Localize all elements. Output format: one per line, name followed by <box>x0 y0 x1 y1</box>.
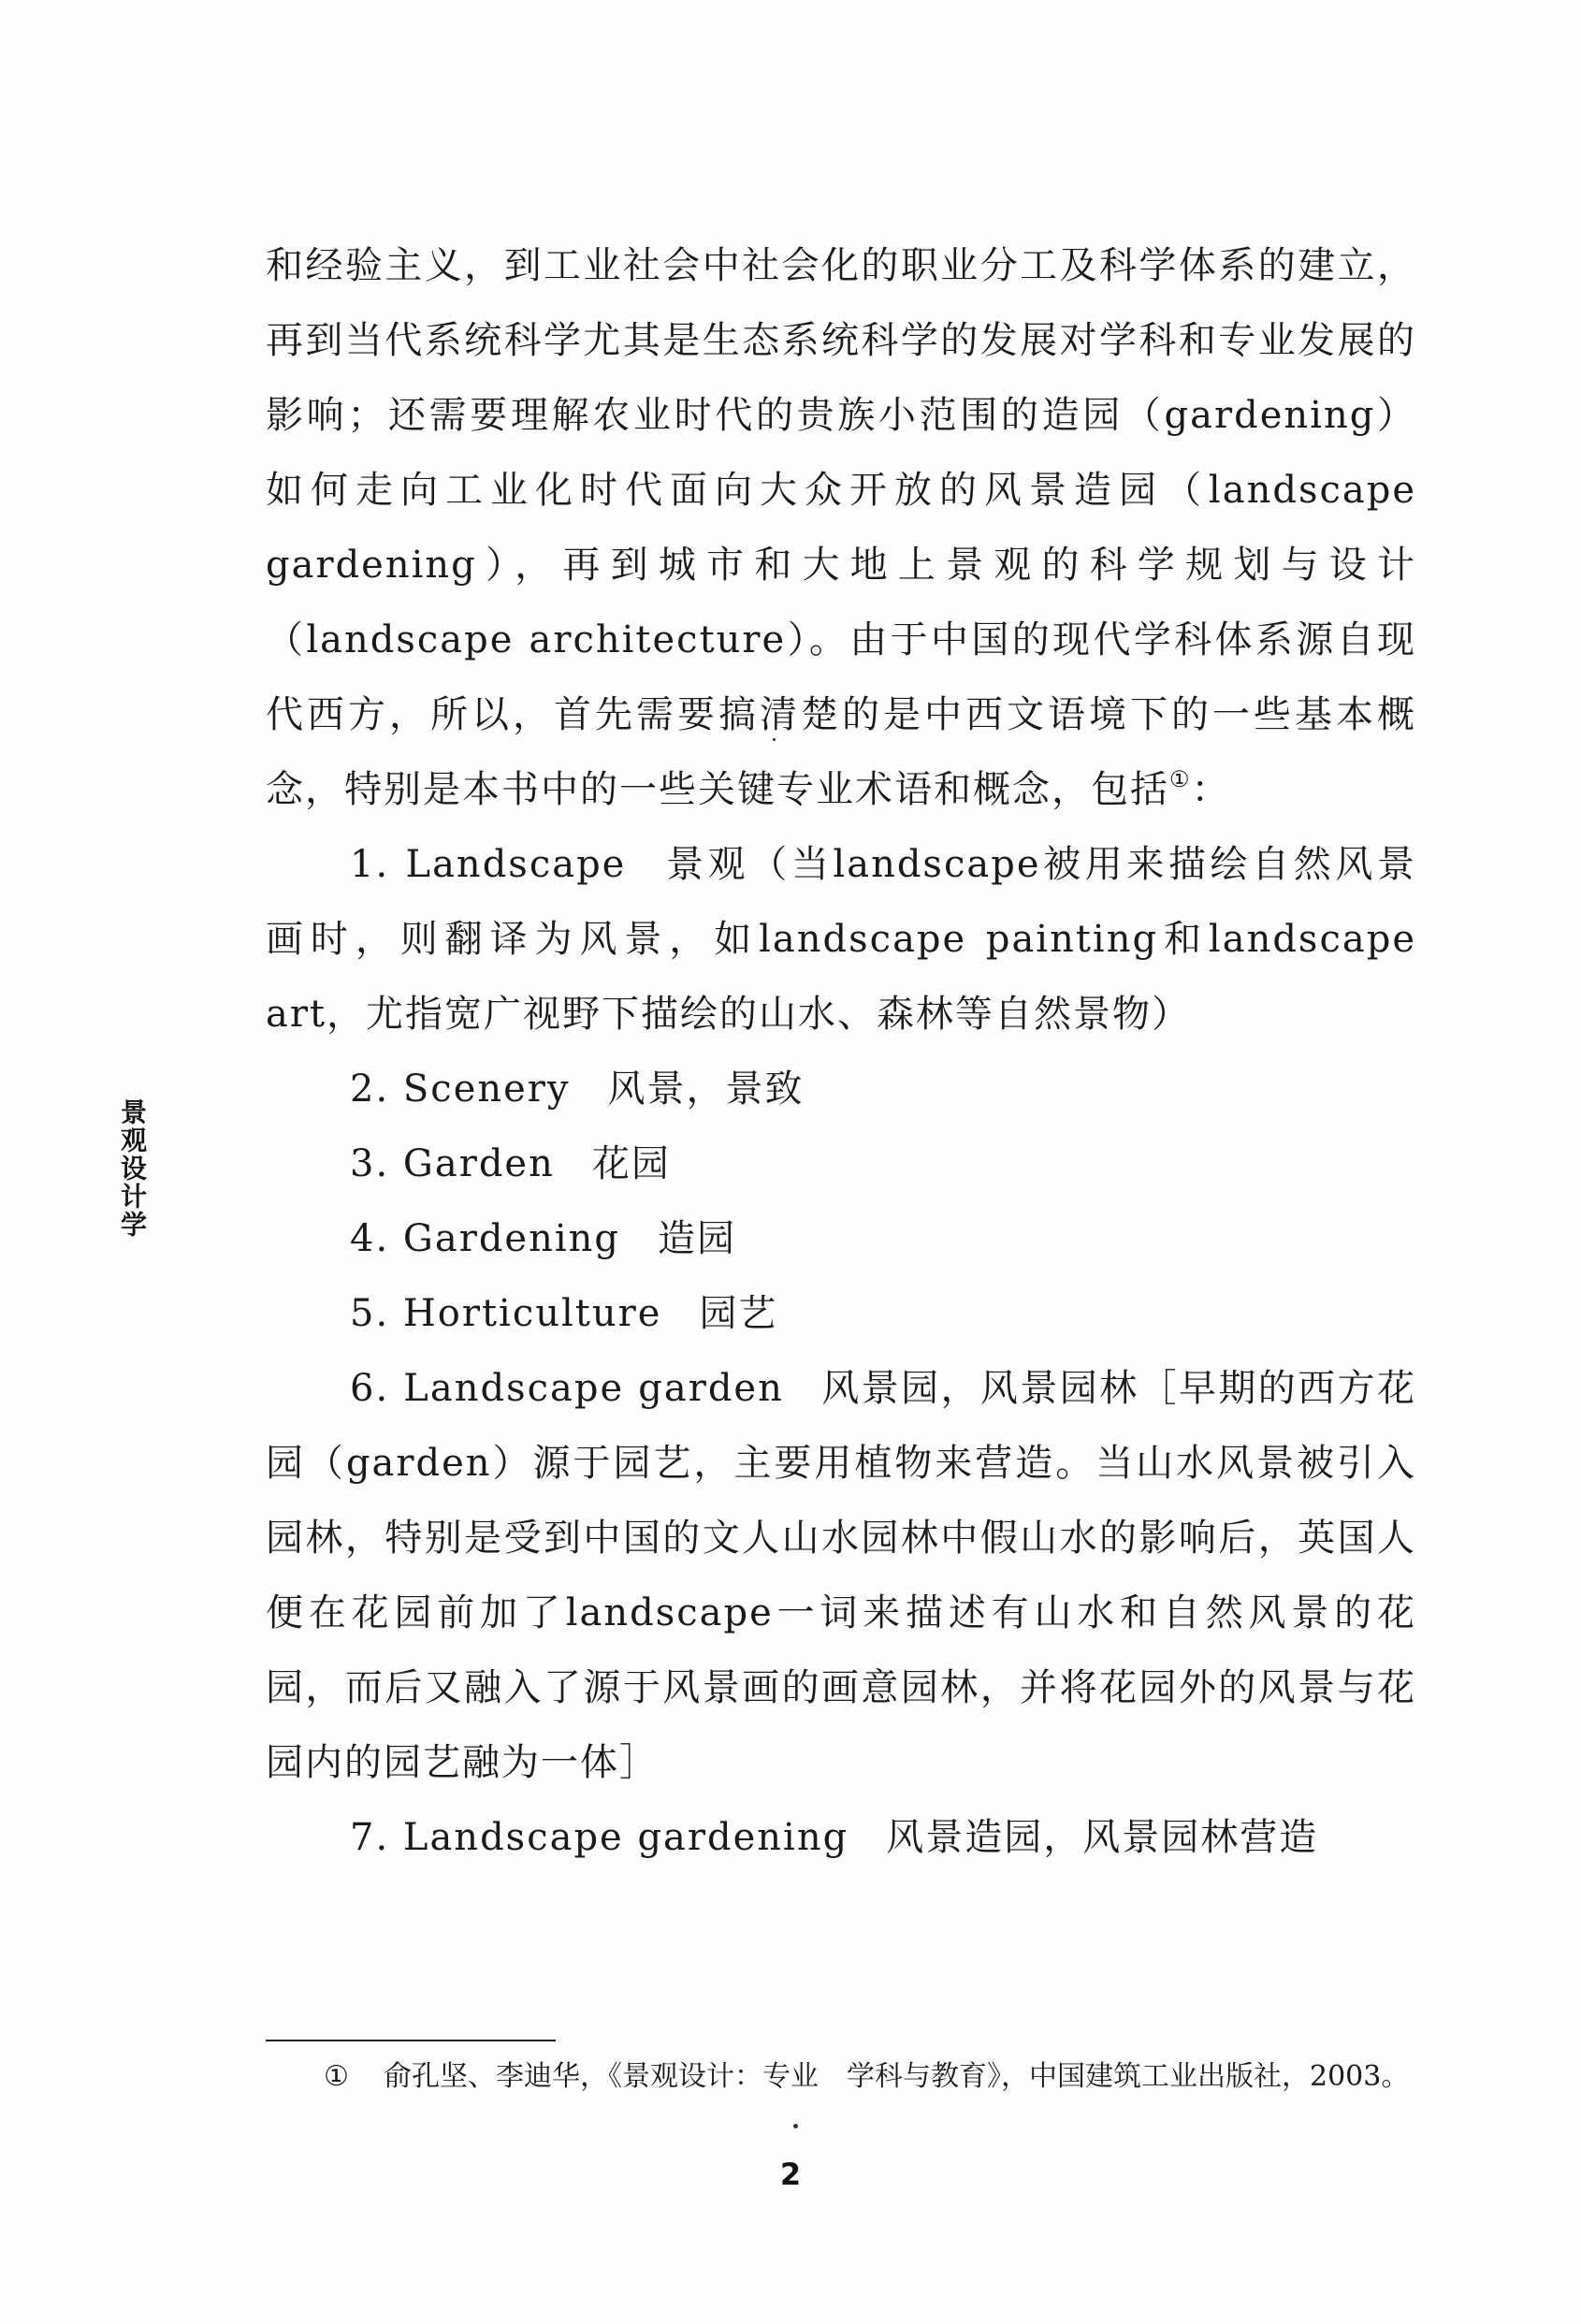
term-number: 5. <box>350 1292 390 1335</box>
running-side-title: 景观设计学 <box>117 1098 148 1239</box>
term-chinese: 造园 <box>658 1217 737 1260</box>
term-item-landscape-garden <box>266 1351 1416 1800</box>
term-english: Landscape garden <box>403 1367 784 1410</box>
term-item-horticulture <box>266 1276 1416 1351</box>
term-chinese: 风景，景致 <box>607 1068 805 1111</box>
term-item-garden <box>266 1126 1416 1201</box>
term-english: Garden <box>402 1142 555 1185</box>
term-item-gardening <box>266 1201 1416 1276</box>
page-number-text: 2 <box>779 2157 802 2192</box>
term-number: 2. <box>350 1068 390 1111</box>
main-text <box>266 228 1416 1875</box>
term-item-scenery <box>266 1052 1416 1126</box>
term-chinese: 景观（当landscape被用来描绘自然风景画时，则翻译为风景，如landscape painting和landscape art，尤指宽广视野下描绘的山水、森林等自然景物） <box>266 843 1417 1036</box>
intro-paragraph-text: 和经验主义，到工业社会中社会化的职业分工及科学体系的建立，再到当代系统科学尤其是生态系统科学的发展对学科和专业发展的影响；还需要理解农业时代的贵族小范围的造园（gardening）如何走向工业化时代面向大众开放的风景造园（landscape gardening），再到城市和大地上景观的科学规划与设计（landscape architecture）。由于中国的现代学科体系源自现代西方，所以，首先需要搞清楚的是中西文语境下的一些基本概念，特别是本书中的一些关键专业术语和概念，包括 <box>266 244 1416 811</box>
footnote-reference[interactable]: ① <box>1169 766 1192 792</box>
term-number: 3. <box>350 1142 390 1185</box>
term-chinese: 风景造园，风景园林营造 <box>886 1816 1319 1859</box>
term-chinese: 园艺 <box>699 1292 778 1335</box>
footnote <box>324 2056 1446 2098</box>
term-chinese: 风景园，风景园林［早期的西方花园（garden）源于园艺，主要用植物来营造。当山水风景被引入园林，特别是受到中国的文人山水园林中假山水的影响后，英国人便在花园前加了landscape一词来描述有山水和自然风景的花园，而后又融入了源于风景画的画意园林，并将花园外的风景与花园内的园艺融为一体］ <box>266 1367 1416 1784</box>
footnote-text: 俞孔坚、李迪华，《景观设计：专业 学科与教育》，中国建筑工业出版社，2003。 <box>384 2060 1410 2093</box>
term-item-landscape <box>266 827 1416 1052</box>
term-number: 1. <box>350 843 390 886</box>
term-number: 6. <box>350 1367 390 1410</box>
footnote-divider <box>266 2040 556 2041</box>
term-english: Gardening <box>402 1217 621 1260</box>
intro-paragraph <box>266 228 1416 827</box>
speck-mark <box>773 738 776 741</box>
term-chinese: 花园 <box>591 1142 671 1185</box>
term-english: Horticulture <box>402 1292 662 1335</box>
term-english: Landscape <box>405 843 627 886</box>
intro-paragraph-tail: ： <box>1191 768 1231 811</box>
term-item-landscape-gardening <box>266 1800 1416 1875</box>
term-number: 7. <box>350 1816 390 1859</box>
footnote-mark: ① <box>324 2060 349 2093</box>
term-number: 4. <box>350 1217 390 1260</box>
speck-mark <box>793 2124 798 2128</box>
term-english: Landscape gardening <box>402 1816 849 1859</box>
term-english: Scenery <box>402 1068 571 1111</box>
